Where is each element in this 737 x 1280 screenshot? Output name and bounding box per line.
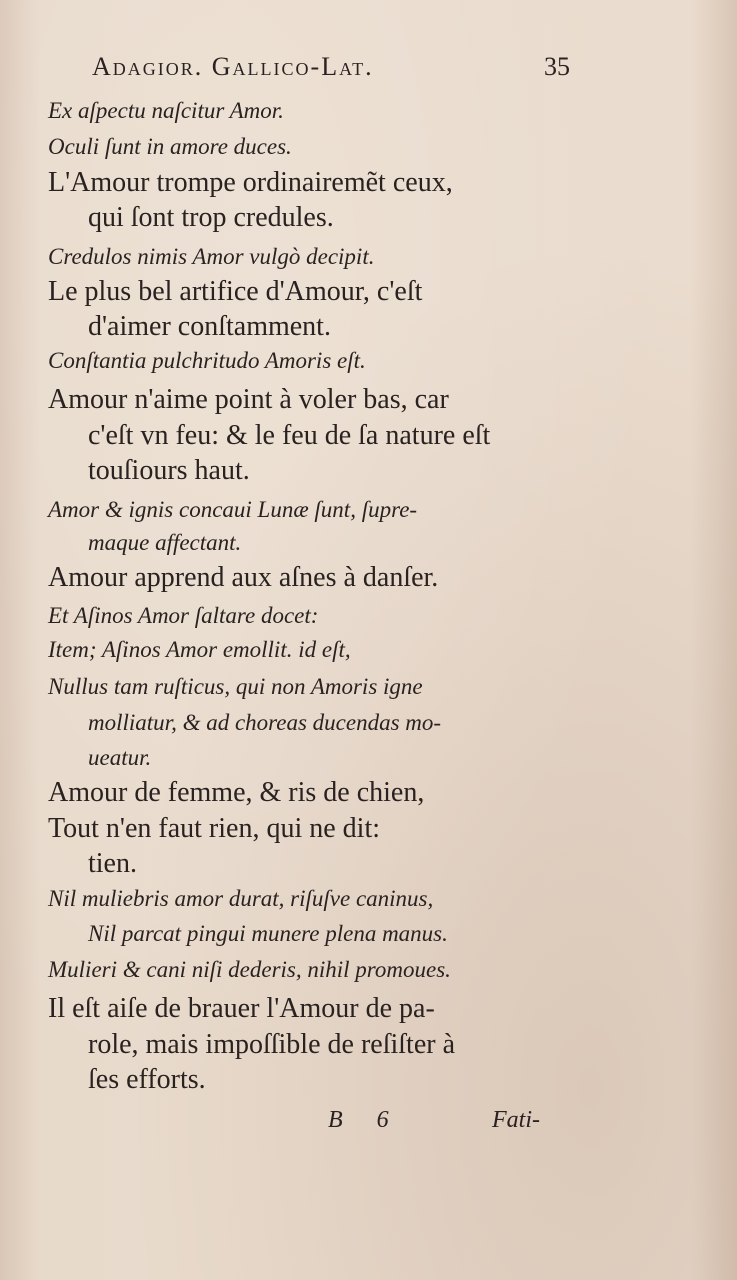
text-line: Amour apprend aux aſnes à danſer. [48,562,439,593]
text-line: Nil muliebris amor durat, riſuſve caninus, [48,886,434,911]
text-line: Nullus tam ruſticus, qui non Amoris igne [48,674,423,699]
page-number: 35 [544,52,570,81]
text-line: Mulieri & cani niſi dederis, nihil promoues. [48,957,451,982]
show-through-text [552,90,732,1190]
text-line: L'Amour trompe ordinairemẽt ceux, [48,167,453,198]
text-line: qui ſont trop credules. [88,202,334,233]
text-line: c'eſt vn feu: & le feu de ſa nature eſt [88,420,491,451]
text-line: ueatur. [88,745,152,770]
text-line: Ex aſpectu naſcitur Amor. [48,98,284,123]
text-line: Amour de femme, & ris de chien, [48,777,425,808]
text-line: Nil parcat pingui munere plena manus. [88,921,448,946]
signature-mark: B 6 [328,1107,403,1133]
text-line: Oculi ſunt in amore duces. [48,134,292,159]
text-line: Credulos nimis Amor vulgò decipit. [48,244,375,269]
text-line: maque affectant. [88,530,242,555]
text-line: d'aimer conſtamment. [88,311,331,342]
running-title: Adagior. Gallico-Lat. [92,52,374,81]
catchword: Fati- [492,1107,540,1133]
text-line: Et Aſinos Amor ſaltare docet: [48,603,319,628]
text-line: Amor & ignis concaui Lunæ ſunt, ſupre- [48,497,418,522]
text-line: role, mais impoſſible de reſiſter à [88,1029,455,1060]
text-line: Item; Aſinos Amor emollit. id eſt, [48,637,351,662]
text-line: touſiours haut. [88,455,250,486]
text-line: ſes efforts. [88,1064,206,1095]
text-line: molliatur, & ad choreas ducendas mo- [88,710,442,735]
text-line: Le plus bel artifice d'Amour, c'eſt [48,276,423,307]
text-line: Tout n'en faut rien, qui ne dit: [48,813,381,844]
running-header [92,52,592,92]
text-line: tien. [88,848,137,879]
text-line: Il eſt aiſe de brauer l'Amour de pa- [48,993,435,1024]
text-line: Conſtantia pulchritudo Amoris eſt. [48,348,366,373]
text-line: Amour n'aime point à voler bas, car [48,384,449,415]
